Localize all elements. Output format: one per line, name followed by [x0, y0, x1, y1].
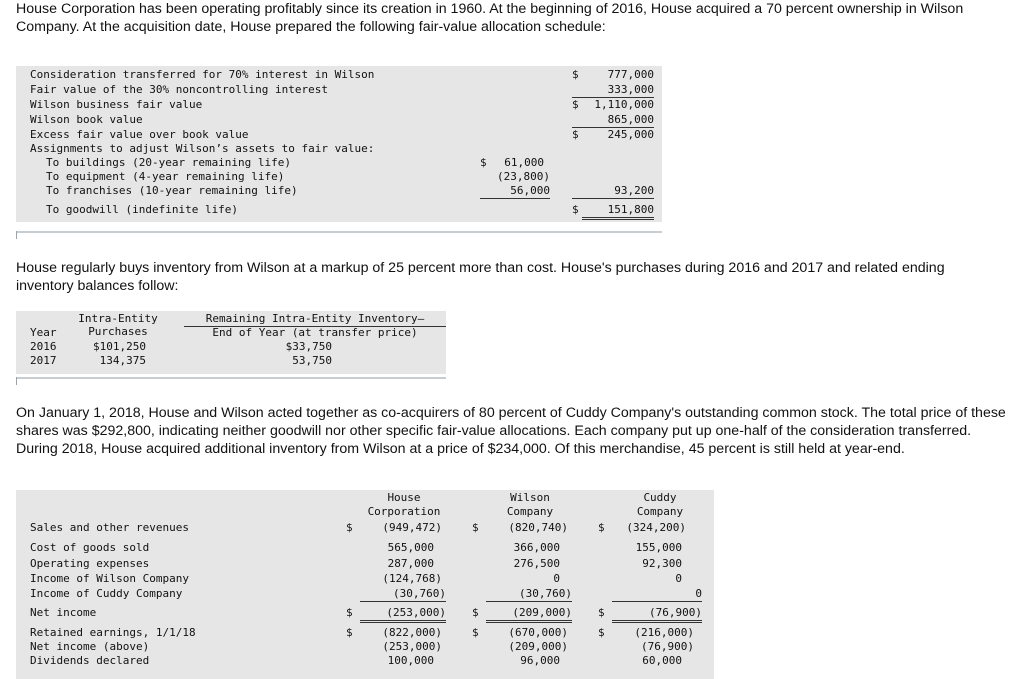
- inv-remaining: 53,750: [292, 354, 332, 367]
- inv-header-remaining: End of Year (at transfer price): [212, 326, 418, 339]
- col-header-cuddy: Cuddy: [643, 491, 677, 504]
- fin-label: Cost of goods sold: [30, 541, 150, 554]
- fin-cuddy: 0: [612, 587, 702, 602]
- fin-sign: $: [472, 606, 479, 619]
- alloc-value: 1,110,000: [594, 98, 654, 111]
- inventory-table: [16, 311, 446, 374]
- alloc-value: 245,000: [607, 128, 654, 141]
- alloc-sign: $: [572, 98, 579, 111]
- alloc-value: 865,000: [572, 113, 654, 128]
- table-divider: [16, 377, 446, 379]
- fin-sign: $: [598, 521, 605, 534]
- col-header-house: Corporation: [367, 505, 441, 518]
- fin-wilson: (209,000): [508, 640, 568, 653]
- fin-sign: $: [346, 606, 353, 619]
- fin-sign: $: [346, 521, 353, 534]
- fin-cuddy: 0: [675, 572, 682, 585]
- inv-year: 2016: [30, 340, 57, 353]
- fin-house: (822,000): [382, 626, 442, 639]
- assign-label: To buildings (20-year remaining life): [46, 156, 292, 169]
- assign-label: To goodwill (indefinite life): [46, 203, 239, 216]
- intro-paragraph: House Corporation has been operating profitably since its creation in 1960. At the beginning of 2016, House acquired a 70 percent ownership in Wilson Company. At the acquisition date, House prepared the following fair-value allocation schedule:: [16, 1, 964, 35]
- fin-house: (949,472): [382, 521, 442, 534]
- assign-sign: $: [480, 156, 487, 169]
- financial-table: [16, 490, 714, 679]
- fin-cuddy: 155,000: [635, 541, 682, 554]
- fin-wilson: (209,000): [486, 606, 572, 623]
- fin-wilson: (820,740): [508, 521, 568, 534]
- fin-cuddy: 92,300: [642, 557, 682, 570]
- alloc-label: Wilson business fair value: [30, 98, 203, 111]
- alloc-sign: $: [572, 128, 579, 141]
- col-header-house: House: [387, 491, 421, 504]
- inv-header-remaining: Remaining Intra-Entity Inventory–: [184, 312, 446, 327]
- inv-purchases: 134,375: [99, 354, 146, 367]
- alloc-value: 333,000: [572, 83, 654, 98]
- fin-wilson: (30,760): [486, 587, 572, 602]
- assign-sign: $: [572, 203, 579, 216]
- assign-mid: 61,000: [504, 156, 544, 169]
- inv-remaining: $33,750: [285, 340, 332, 353]
- fin-house: 287,000: [387, 557, 434, 570]
- fin-label: Operating expenses: [30, 557, 150, 570]
- fin-label: Net income: [30, 606, 97, 619]
- table-divider: [16, 377, 17, 385]
- assign-mid: 56,000: [480, 184, 550, 199]
- fin-house: 100,000: [387, 654, 434, 667]
- co-acquirers-paragraph: On January 1, 2018, House and Wilson acted together as co-acquirers of 80 percent of Cuddy Company's outstanding common stock. The total price of these shares was $292,800, indicating neither goodwill nor other specific fair-value allocations. Each company put up one-half of the consideration transferred. During 2018, House acquired additional inventory from Wilson at a price of $234,000. Of this merchandise, 45 percent is still held at year-end.: [16, 405, 1006, 457]
- fin-house: (30,760): [360, 587, 446, 602]
- assign-mid: (23,800): [497, 170, 550, 183]
- inv-purchases: $101,250: [93, 340, 146, 353]
- fin-house: 565,000: [387, 541, 434, 554]
- alloc-label: Excess fair value over book value: [30, 128, 249, 141]
- fin-label: Net income (above): [30, 640, 150, 653]
- fin-wilson: (670,000): [508, 626, 568, 639]
- fin-house: (253,000): [360, 606, 446, 623]
- fin-wilson: 0: [553, 572, 560, 585]
- col-header-wilson: Company: [506, 505, 554, 518]
- fin-wilson: 366,000: [513, 541, 560, 554]
- table-divider: [16, 231, 662, 233]
- allocation-table: [16, 66, 662, 222]
- fin-wilson: 96,000: [520, 654, 560, 667]
- col-header-cuddy: Company: [636, 505, 684, 518]
- inv-header-purchases: Intra-Entity: [78, 312, 158, 325]
- assign-label: To franchises (10-year remaining life): [46, 184, 298, 197]
- fin-label: Income of Cuddy Company: [30, 587, 183, 600]
- fin-label: Dividends declared: [30, 654, 150, 667]
- fin-house: (124,768): [382, 572, 442, 585]
- inv-year: 2017: [30, 354, 57, 367]
- markup-paragraph: House regularly buys inventory from Wilson at a markup of 25 percent more than cost. House's purchases during 2016 and 2017 and related ending inventory balances follow:: [16, 260, 945, 294]
- fin-wilson: 276,500: [513, 557, 560, 570]
- alloc-value: 777,000: [607, 68, 654, 81]
- fin-cuddy: (76,900): [641, 640, 694, 653]
- fin-sign: $: [598, 626, 605, 639]
- col-header-wilson: Wilson: [510, 491, 550, 504]
- fin-label: Sales and other revenues: [30, 521, 189, 534]
- fin-cuddy: (216,000): [634, 626, 694, 639]
- fin-sign: $: [472, 521, 479, 534]
- fin-label: Retained earnings, 1/1/18: [30, 626, 196, 639]
- fin-cuddy: (76,900): [612, 606, 702, 623]
- alloc-label: Consideration transferred for 70% interest in Wilson: [30, 68, 375, 81]
- assign-label: To equipment (4-year remaining life): [46, 170, 285, 183]
- inv-header-purchases: Purchases: [88, 325, 148, 338]
- inv-header-year: Year: [30, 326, 57, 339]
- assign-value: 151,800: [582, 203, 654, 220]
- fin-cuddy: 60,000: [642, 654, 682, 667]
- fin-sign: $: [472, 626, 479, 639]
- table-divider: [16, 231, 17, 239]
- fin-sign: $: [598, 606, 605, 619]
- fin-sign: $: [346, 626, 353, 639]
- fin-cuddy: (324,200): [626, 521, 686, 534]
- fin-house: (253,000): [382, 640, 442, 653]
- alloc-label: Assignments to adjust Wilson’s assets to fair value:: [30, 142, 375, 155]
- fin-label: Income of Wilson Company: [30, 572, 189, 585]
- alloc-label: Fair value of the 30% noncontrolling interest: [30, 83, 329, 96]
- assign-value: 93,200: [572, 184, 654, 199]
- alloc-label: Wilson book value: [30, 113, 143, 126]
- alloc-sign: $: [572, 68, 579, 81]
